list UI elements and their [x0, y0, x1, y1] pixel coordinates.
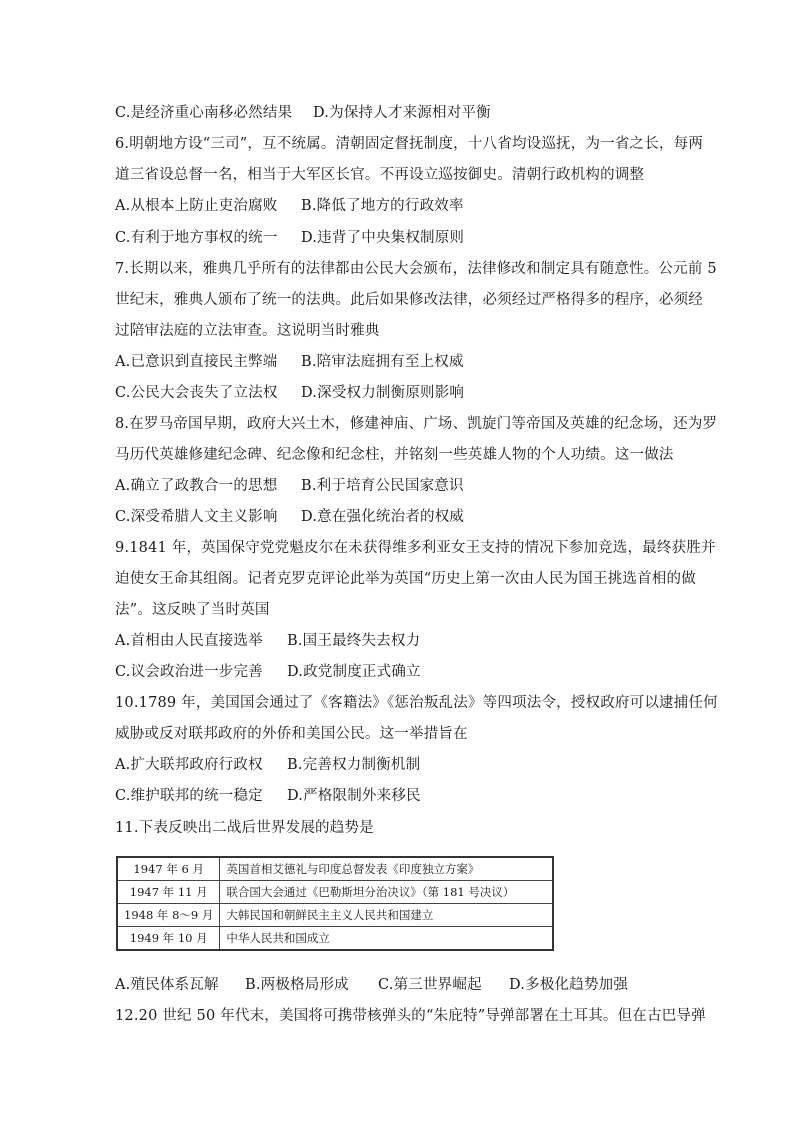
table-row	[117, 927, 553, 951]
answer-options-row	[115, 476, 464, 496]
answer-options-row	[115, 507, 464, 527]
table-cell-event: 大韩民国和朝鲜民主主义人民共和国建立	[220, 904, 553, 927]
question-line: 世纪末，雅典人颁布了统一的法典。此后如果修改法律，必须经过严格得多的程序，必须经	[115, 292, 703, 308]
answer-options-row	[115, 975, 628, 995]
answer-option: A.首相由人民直接选举	[115, 633, 263, 649]
answer-options-row	[115, 755, 420, 775]
answer-option: A.扩大联邦政府行政权	[115, 757, 263, 773]
answer-options-row	[115, 631, 420, 651]
answer-options-row	[115, 662, 421, 682]
question-line: 过陪审法庭的立法审查。这说明当时雅典	[115, 323, 380, 339]
table-cell-date: 1949 年 10 月	[117, 927, 220, 951]
answer-option: C.维护联邦的统一稳定	[115, 788, 263, 804]
question-line: 12.20 世纪 50 年代末，美国将可携带核弹头的“朱庇特”导弹部署在土耳其。但在古巴导弹	[115, 1008, 706, 1024]
question-line: 威胁或反对联邦政府的外侨和美国公民。这一举措旨在	[115, 726, 468, 742]
answer-options-row	[115, 352, 464, 372]
question-line: 10.1789 年，美国国会通过了《客籍法》《惩治叛乱法》等四项法令，授权政府可以逮捕任何	[115, 695, 718, 711]
answer-option: D.违背了中央集权制原则	[301, 230, 465, 246]
answer-option: D.意在强化统治者的权威	[301, 509, 465, 525]
answer-option: C.第三世界崛起	[378, 977, 482, 993]
table-row	[117, 881, 553, 904]
question-line: 9.1841 年，英国保守党党魁皮尔在未获得维多利亚女王支持的情况下参加竞选，最终获胜并	[115, 540, 716, 556]
table-cell-date: 1948 年 8～9 月	[117, 904, 220, 927]
table-cell-event: 联合国大会通过《巴勒斯坦分治决议》（第 181 号决议）	[220, 881, 553, 904]
answer-option: B.降低了地方的行政效率	[301, 198, 464, 214]
table-cell-event: 英国首相艾德礼与印度总督发表《印度独立方案》	[220, 857, 553, 881]
table-row	[117, 904, 553, 927]
answer-option: C.有利于地方事权的统一	[115, 230, 278, 246]
answer-option: A.从根本上防止吏治腐败	[115, 198, 278, 214]
question-line: 法”。这反映了当时英国	[115, 602, 270, 618]
question-line: 11.下表反映出二战后世界发展的趋势是	[115, 820, 374, 836]
answer-option: D.深受权力制衡原则影响	[301, 385, 465, 401]
answer-option: C.深受希腊人文主义影响	[115, 509, 278, 525]
answer-option: B.完善权力制衡机制	[287, 757, 421, 773]
answer-options-row	[115, 228, 464, 248]
events-table	[116, 856, 554, 951]
answer-option: C.公民大会丧失了立法权	[115, 385, 278, 401]
answer-option: C.是经济重心南移必然结果	[115, 105, 293, 121]
question-line: 马历代英雄修建纪念碑、纪念像和纪念柱，并铭刻一些英雄人物的个人功绩。这一做法	[115, 447, 674, 463]
table-cell-event: 中华人民共和国成立	[220, 927, 553, 951]
answer-option: B.国王最终失去权力	[287, 633, 421, 649]
answer-option: D.政党制度正式确立	[287, 664, 421, 680]
question-line: 7.长期以来，雅典几乎所有的法律都由公民大会颁布，法律修改和制定具有随意性。公元前 5	[115, 261, 717, 277]
question-line: 迫使女王命其组阁。记者克罗克评论此举为英国“历史上第一次由人民为国王挑选首相的做	[115, 571, 696, 587]
answer-option: A.确立了政教合一的思想	[115, 478, 278, 494]
answer-option: C.议会政治进一步完善	[115, 664, 263, 680]
answer-option: A.已意识到直接民主弊端	[115, 354, 278, 370]
answer-option: B.利于培育公民国家意识	[301, 478, 464, 494]
question-line: 6.明朝地方设“三司”，互不统属。清朝固定督抚制度，十八省均设巡抚，为一省之长，每两	[115, 136, 704, 152]
table-cell-date: 1947 年 11 月	[117, 881, 220, 904]
answer-option: A.殖民体系瓦解	[115, 977, 219, 993]
answer-options-row	[115, 103, 491, 123]
table-row	[117, 857, 553, 881]
answer-option: D.为保持人才来源相对平衡	[313, 105, 491, 121]
answer-option: D.严格限制外来移民	[287, 788, 421, 804]
answer-option: B.陪审法庭拥有至上权威	[301, 354, 464, 370]
question-line: 8.在罗马帝国早期，政府大兴土木，修建神庙、广场、凯旋门等帝国及英雄的纪念场，还为罗	[115, 416, 718, 432]
answer-options-row	[115, 786, 421, 806]
table-cell-date: 1947 年 6 月	[117, 857, 220, 881]
question-line: 道三省设总督一名，相当于大军区长官。不再设立巡按御史。清朝行政机构的调整	[115, 167, 645, 183]
answer-option: B.两极格局形成	[245, 977, 349, 993]
answer-option: D.多极化趋势加强	[509, 977, 629, 993]
answer-options-row	[115, 383, 464, 403]
answer-options-row	[115, 196, 464, 216]
